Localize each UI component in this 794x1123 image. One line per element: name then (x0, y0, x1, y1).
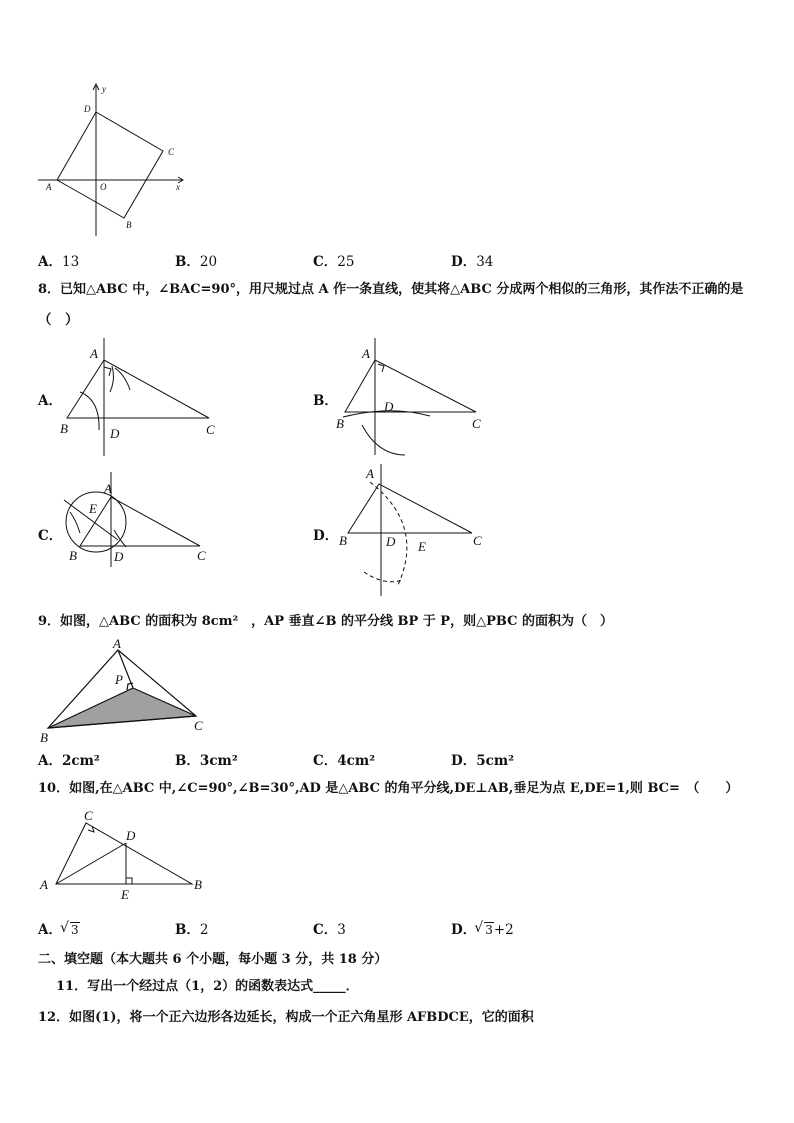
q10-stem: 10．如图,在△ABC 中,∠C=90°,∠B=30°,AD 是△ABC 的角平分线,DE⊥AB,垂足为点 E,DE=1,则 BC= （ ） (38, 781, 739, 796)
q9-option-c[interactable]: C．4cm² (313, 753, 376, 769)
figure-point-label: B (40, 730, 48, 745)
figure-point-label: B (194, 877, 202, 892)
figure-point-label: C (472, 416, 481, 431)
figure-point-label: D (114, 549, 124, 564)
figure-point-label: B (336, 416, 344, 431)
q7-label-a: A (46, 182, 52, 192)
q8-option-a[interactable]: A． (38, 393, 62, 409)
q9-option-a[interactable]: A．2cm² (38, 753, 100, 769)
q8-option-b[interactable]: B． (313, 393, 338, 409)
q7-label-c: C (168, 147, 175, 157)
q10-option-c[interactable]: C．3 (313, 922, 346, 938)
q10-option-b[interactable]: B．2 (175, 922, 209, 938)
q7-label-x: x (176, 182, 180, 192)
q9-option-d[interactable]: D．5cm² (451, 753, 515, 769)
q8-option-c[interactable]: C． (38, 528, 63, 544)
figure-point-label: A (366, 466, 374, 481)
q8-stem-paren: （ ） (38, 312, 79, 328)
figure-point-label: E (89, 501, 97, 516)
q9-option-b[interactable]: B．3cm² (175, 753, 238, 769)
q7-option-a[interactable]: A．13 (38, 254, 80, 270)
q10-option-a[interactable]: A．√ 3 (38, 918, 80, 938)
figure-point-label: C (84, 808, 93, 823)
figure-point-label: D (110, 426, 120, 441)
q8-stem: 8．已知△ABC 中，∠BAC=90°，用尺规过点 A 作一条直线，使其将△ABC 分成两个相似的三角形，其作法不正确的是 (38, 282, 744, 297)
q7-label-o: O (100, 182, 107, 192)
q10-option-d[interactable]: D．√ 3+2 (451, 918, 514, 938)
q7-option-b[interactable]: B．20 (175, 254, 218, 270)
q7-label-d: D (84, 104, 91, 114)
figure-point-label: P (115, 672, 123, 687)
q8-option-d[interactable]: D． (313, 528, 339, 544)
q7-option-c[interactable]: C．25 (313, 254, 355, 270)
figure-point-label: E (121, 887, 129, 902)
q9-stem: 9．如图，△ABC 的面积为 8cm² ，AP 垂直∠B 的平分线 BP 于 P，则△PBC 的面积为（ ） (38, 614, 613, 629)
figure-point-label: E (418, 539, 426, 554)
figure-point-label: C (194, 718, 203, 733)
q7-option-d[interactable]: D．34 (451, 254, 494, 270)
figure-point-label: A (113, 636, 121, 651)
figure-point-label: B (60, 421, 68, 436)
figure-point-label: A (40, 877, 48, 892)
figure-point-label: D (386, 534, 396, 549)
figure-point-label: A (104, 481, 112, 496)
q7-label-b: B (126, 220, 132, 230)
section-2-heading: 二、填空题（本大题共 6 个小题，每小题 3 分，共 18 分） (38, 952, 388, 967)
q11-stem: 11．写出一个经过点（1，2）的函数表达式_____． (56, 979, 359, 994)
figure-point-label: C (473, 533, 482, 548)
figure-point-label: C (206, 422, 215, 437)
figure-point-label: B (69, 548, 77, 563)
figure-point-label: C (197, 548, 206, 563)
figure-point-label: D (384, 399, 394, 414)
q7-label-y: y (102, 84, 106, 94)
figure-point-label: A (362, 346, 370, 361)
figure-point-label: D (126, 828, 136, 843)
figure-point-label: A (90, 346, 98, 361)
q12-stem: 12．如图(1)，将一个正六边形各边延长，构成一个正六角星形 AFBDCE，它的面积 (38, 1010, 534, 1025)
figure-point-label: B (339, 533, 347, 548)
